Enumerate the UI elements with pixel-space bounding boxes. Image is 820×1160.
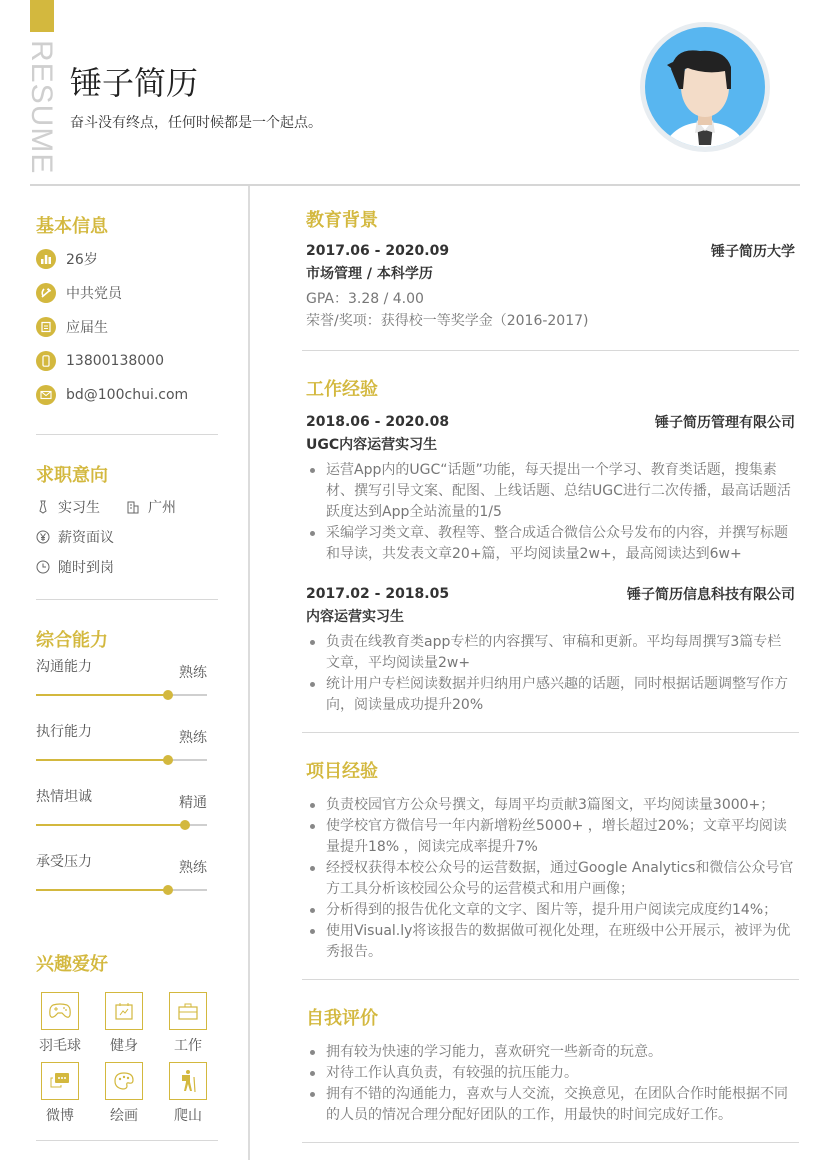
job-company: 锤子简历信息科技有限公司 bbox=[627, 587, 795, 603]
job-bullets bbox=[302, 460, 799, 565]
list-item: 使用Visual.ly将该报告的数据做可视化处理，在班级中公开展示，被评为优秀报告。 bbox=[306, 921, 795, 963]
skills-title: 综合能力 bbox=[36, 630, 108, 651]
skills-list bbox=[36, 656, 218, 916]
projects-title: 项目经验 bbox=[306, 761, 378, 782]
education-period: 2017.06 - 2020.09 bbox=[306, 243, 450, 259]
skill-knob bbox=[163, 755, 173, 765]
building-icon bbox=[126, 500, 140, 514]
list-item: 负责校园官方公众号撰文，每周平均贡献3篇图文，平均阅读量3000+； bbox=[306, 795, 795, 816]
skill-knob bbox=[163, 690, 173, 700]
skill-slider bbox=[36, 759, 207, 761]
hobby-item: 健身 bbox=[105, 992, 143, 1062]
info-age: 26岁 bbox=[36, 242, 218, 276]
skill-item bbox=[36, 786, 218, 851]
clock-icon bbox=[36, 560, 50, 574]
skill-item bbox=[36, 656, 218, 721]
skill-fill bbox=[36, 694, 168, 696]
phone-icon bbox=[36, 351, 56, 371]
work-title: 工作经验 bbox=[306, 379, 378, 400]
avatar bbox=[640, 22, 770, 152]
skill-fill bbox=[36, 824, 185, 826]
skill-slider bbox=[36, 824, 207, 826]
skill-fill bbox=[36, 759, 168, 761]
self-eval-bullets bbox=[302, 1042, 799, 1126]
job-role: 内容运营实习生 bbox=[306, 609, 404, 625]
job-period: 2018.06 - 2020.08 bbox=[306, 414, 450, 430]
job-header bbox=[302, 583, 799, 605]
skill-name: 热情坦诚 bbox=[36, 789, 92, 805]
education-honors: 荣誉/奖项：获得校一等奖学金（2016-2017) bbox=[306, 313, 589, 329]
list-item: 统计用户专栏阅读数据并归纳用户感兴趣的话题，同时根据话题调整写作方向，阅读量成功提升20% bbox=[306, 674, 795, 716]
tie-icon bbox=[36, 500, 50, 514]
intent-salary: 薪资面议 bbox=[36, 522, 218, 552]
education-title: 教育背景 bbox=[306, 210, 378, 231]
info-status: 应届生 bbox=[36, 310, 218, 344]
hobby-item: 爬山 bbox=[169, 1062, 207, 1132]
list-item: 采编学习类文章、教程等、整合成适合微信公众号发布的内容，并撰写标题和导读，共发表文章20+篇，平均阅读量2w+，最高阅读达到6w+ bbox=[306, 523, 795, 565]
skill-slider bbox=[36, 694, 207, 696]
hobby-item: 微博 bbox=[41, 1062, 79, 1132]
education-school: 锤子简历大学 bbox=[711, 244, 795, 260]
hobby-item: 绘画 bbox=[105, 1062, 143, 1132]
notepad-icon bbox=[36, 317, 56, 337]
skill-slider bbox=[36, 889, 207, 891]
male-avatar-icon bbox=[645, 27, 765, 147]
basic-info-title: 基本信息 bbox=[36, 216, 108, 237]
list-item: 经授权获得本校公众号的运营数据，通过Google Analytics和微信公众号官方工具分析该校园公众号的运营模式和用户画像； bbox=[306, 858, 795, 900]
hobbies-grid bbox=[41, 992, 218, 1132]
list-item: 负责在线教育类app专栏的内容撰写、审稿和更新。平均每周撰写3篇专栏文章，平均阅读量2w+ bbox=[306, 632, 795, 674]
resume-vertical-label: RESUME bbox=[25, 40, 58, 175]
resume-name: 锤子简历 bbox=[70, 64, 199, 102]
sidebar bbox=[36, 186, 218, 1141]
list-item: 使学校官方微信号一年内新增粉丝5000+ ，增长超过20%；文章平均阅读量提升18% ，阅读完成率提升7% bbox=[306, 816, 795, 858]
education-header bbox=[302, 240, 799, 262]
skill-name: 承受压力 bbox=[36, 854, 92, 870]
yen-icon bbox=[36, 530, 50, 544]
skill-knob bbox=[163, 885, 173, 895]
chat-bubble-icon bbox=[41, 1062, 79, 1100]
briefcase-icon bbox=[169, 992, 207, 1030]
list-item: 对待工作认真负责，有较强的抗压能力。 bbox=[306, 1063, 795, 1084]
project-bullets bbox=[302, 795, 799, 963]
job-header bbox=[302, 411, 799, 433]
mail-icon bbox=[36, 385, 56, 405]
palette-icon bbox=[105, 1062, 143, 1100]
list-item: 拥有较为快速的学习能力，喜欢研究一些新奇的玩意。 bbox=[306, 1042, 795, 1063]
section-divider bbox=[302, 1142, 799, 1143]
info-politics: 中共党员 bbox=[36, 276, 218, 310]
skill-level: 熟练 bbox=[179, 665, 207, 681]
skill-level: 精通 bbox=[179, 795, 207, 811]
hammer-sickle-icon bbox=[36, 283, 56, 303]
list-item: 分析得到的报告优化文章的文字、图片等，提升用户阅读完成度约14%； bbox=[306, 900, 795, 921]
hobby-item: 羽毛球 bbox=[41, 992, 79, 1062]
hiker-icon bbox=[169, 1062, 207, 1100]
skill-name: 执行能力 bbox=[36, 724, 92, 740]
bar-chart-icon bbox=[36, 249, 56, 269]
main-content bbox=[302, 186, 799, 1143]
info-phone: 13800138000 bbox=[36, 344, 218, 378]
gamepad-icon bbox=[41, 992, 79, 1030]
hobbies-title: 兴趣爱好 bbox=[36, 954, 108, 975]
skill-level: 熟练 bbox=[179, 730, 207, 746]
self-eval-title: 自我评价 bbox=[306, 1008, 378, 1029]
skill-item bbox=[36, 721, 218, 786]
job-period: 2017.02 - 2018.05 bbox=[306, 586, 450, 602]
intent-position-city: 实习生 广州 bbox=[36, 492, 218, 522]
skill-level: 熟练 bbox=[179, 860, 207, 876]
accent-block bbox=[30, 0, 54, 32]
hobby-item: 工作 bbox=[169, 992, 207, 1062]
skill-fill bbox=[36, 889, 168, 891]
skill-name: 沟通能力 bbox=[36, 659, 92, 675]
job-company: 锤子简历管理有限公司 bbox=[655, 415, 795, 431]
motto: 奋斗没有终点，任何时候都是一个起点。 bbox=[70, 115, 322, 131]
list-item: 运营App内的UGC“话题”功能，每天提出一个学习、教育类话题，搜集素材、撰写引导文案、配图、上线话题、总结UGC进行二次传播，最高话题活跃度达到App全站流量的1/5 bbox=[306, 460, 795, 523]
section-divider bbox=[36, 1140, 218, 1141]
job-intent-title: 求职意向 bbox=[36, 465, 108, 486]
education-major: 市场管理 / 本科学历 bbox=[306, 266, 433, 282]
info-email[interactable]: bd@100chui.com bbox=[36, 378, 218, 412]
skill-knob bbox=[180, 820, 190, 830]
calendar-chart-icon bbox=[105, 992, 143, 1030]
list-item: 拥有不错的沟通能力，喜欢与人交流，交换意见，在团队合作时能根据不同的人员的情况合理分配好团队的工作，用最快的时间完成好工作。 bbox=[306, 1084, 795, 1126]
job-role: UGC内容运营实习生 bbox=[306, 437, 438, 453]
skill-item bbox=[36, 851, 218, 916]
education-gpa: GPA：3.28 / 4.00 bbox=[306, 291, 424, 307]
job-bullets bbox=[302, 632, 799, 716]
column-divider bbox=[248, 186, 250, 1160]
intent-availability: 随时到岗 bbox=[36, 552, 218, 582]
